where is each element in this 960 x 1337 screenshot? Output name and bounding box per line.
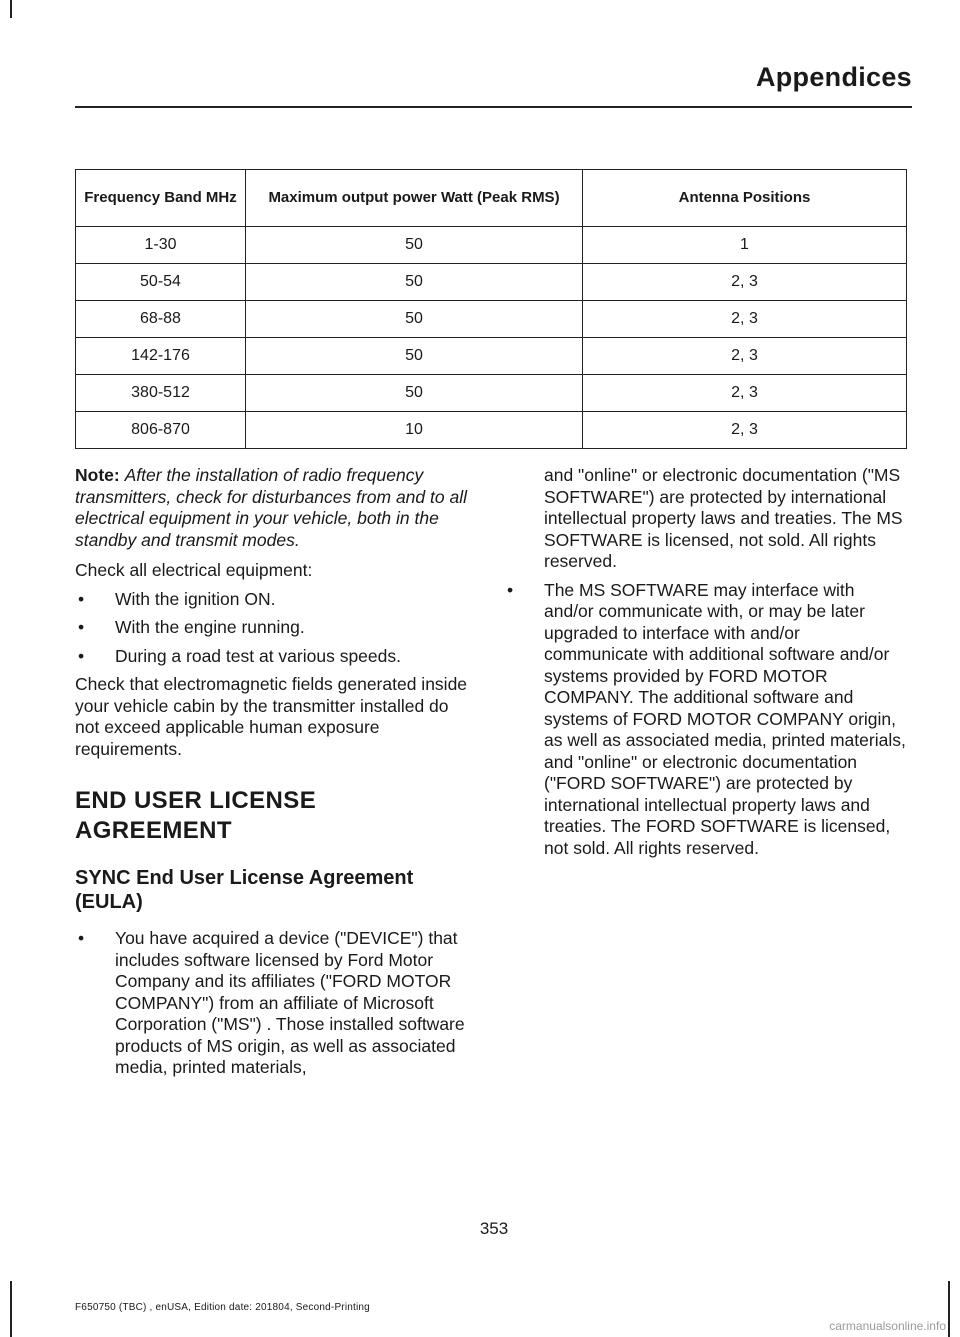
column-header-power: Maximum output power Watt (Peak RMS)	[246, 170, 583, 227]
table-row	[76, 301, 907, 338]
list-item-text: The MS SOFTWARE may interface with and/or communicate with, or may be later upgraded to interface with and/or communicate with additional software and/or systems provided by FORD MOTOR COMPANY. The additional software and systems of FORD MOTOR COMPANY origin, as well as associated media, printed materials, and "online" or electronic documentation ("FORD SOFTWARE") are protected by international intellectual property laws and treaties. The FORD SOFTWARE is licensed, not sold. All rights reserved.	[544, 579, 906, 858]
cell-power: 50	[246, 264, 583, 301]
bullet-icon: •	[78, 645, 85, 666]
cell-frequency: 50-54	[76, 264, 246, 301]
note-label: Note:	[75, 465, 120, 485]
cell-frequency: 806-870	[76, 412, 246, 449]
list-item-text: With the ignition ON.	[115, 588, 276, 609]
table-row	[76, 227, 907, 264]
list-item-text: During a road test at various speeds.	[115, 645, 401, 666]
list-item-text: With the engine running.	[115, 617, 305, 637]
list-item	[75, 928, 477, 1079]
table-header-row	[76, 170, 907, 227]
cell-antenna: 2, 3	[583, 412, 907, 449]
list-item-text: and "online" or electronic documentation ("MS SOFTWARE") are protected by international intellectual property laws and treaties. The MS SOFTWARE is licensed, not sold. All rights reserved.	[544, 465, 903, 571]
bullet-icon: •	[78, 617, 85, 637]
header-divider	[75, 106, 912, 108]
bullet-icon: •	[507, 579, 514, 600]
cell-frequency: 142-176	[76, 338, 246, 375]
section-heading: END USER LICENSE AGREEMENT	[75, 787, 317, 844]
list-item	[504, 580, 908, 860]
left-column	[75, 465, 477, 1079]
cell-power: 50	[246, 227, 583, 264]
cell-antenna: 2, 3	[583, 375, 907, 412]
page-title: Appendices	[755, 62, 912, 92]
cell-power: 50	[246, 375, 583, 412]
note-text: After the installation of radio frequency transmitters, check for disturbances from and to all electrical equipment in your vehicle, both in the standby and transmit modes.	[75, 465, 467, 550]
cell-antenna: 1	[583, 227, 907, 264]
bullet-icon: •	[78, 928, 85, 948]
frequency-table	[75, 169, 907, 449]
cell-power: 50	[246, 301, 583, 338]
list-item-continuation	[504, 465, 908, 573]
cell-antenna: 2, 3	[583, 338, 907, 375]
list-item	[75, 646, 477, 668]
right-column	[504, 465, 908, 859]
table-row	[76, 412, 907, 449]
table-row	[76, 264, 907, 301]
cell-antenna: 2, 3	[583, 301, 907, 338]
check-intro: Check all electrical equipment:	[75, 560, 313, 580]
list-item	[75, 589, 477, 611]
crop-mark-bottom-right	[948, 1281, 950, 1337]
note-paragraph	[75, 465, 477, 551]
list-item-text: You have acquired a device ("DEVICE") that includes software licensed by Ford Motor Company and its affiliates ("FORD MOTOR COMPANY") from an affiliate of Microsoft Corporation ("MS") . Those installed software products of MS origin, as well as associated media, printed materials,	[115, 928, 465, 1077]
cell-power: 50	[246, 338, 583, 375]
page-number: 353	[479, 1219, 509, 1238]
column-header-frequency: Frequency Band MHz	[76, 170, 246, 227]
watermark: carmanualsonline.info	[829, 1319, 946, 1333]
list-item	[75, 617, 477, 639]
cell-antenna: 2, 3	[583, 264, 907, 301]
edition-footer: F650750 (TBC) , enUSA, Edition date: 201804, Second-Printing	[75, 1302, 370, 1313]
table-row	[76, 375, 907, 412]
cell-frequency: 380-512	[76, 375, 246, 412]
check-fields-paragraph: Check that electromagnetic fields generated inside your vehicle cabin by the transmitter installed do not exceed applicable human exposure requirements.	[75, 674, 468, 759]
bullet-icon: •	[78, 588, 85, 609]
cell-frequency: 68-88	[76, 301, 246, 338]
cell-power: 10	[246, 412, 583, 449]
crop-mark-top-left	[10, 0, 12, 18]
column-header-antenna: Antenna Positions	[583, 170, 907, 227]
subsection-heading: SYNC End User License Agreement (EULA)	[75, 867, 414, 913]
table-row	[76, 338, 907, 375]
cell-frequency: 1-30	[76, 227, 246, 264]
crop-mark-bottom-left	[10, 1281, 12, 1337]
